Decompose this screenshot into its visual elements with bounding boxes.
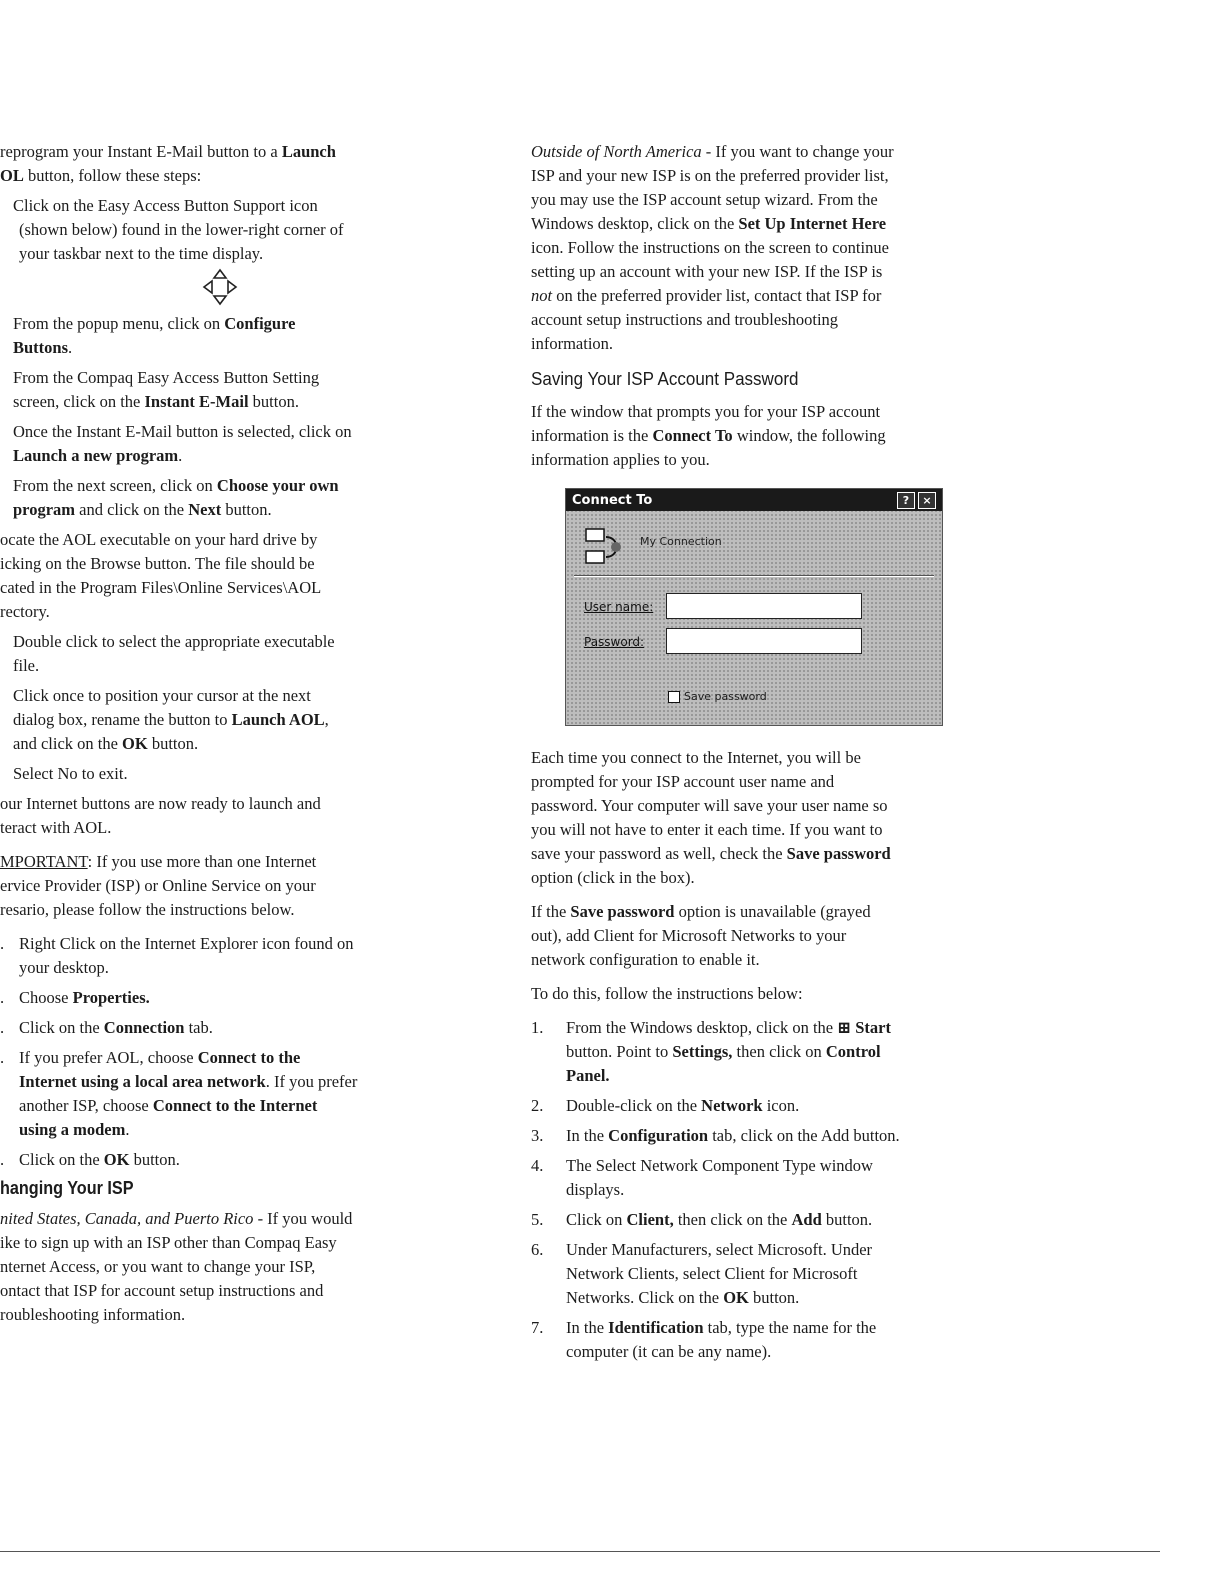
help-button[interactable]: ? [897, 492, 915, 509]
ready-paragraph: our Internet buttons are now ready to launch and teract with AOL. [0, 794, 321, 837]
heading-saving-password: Saving Your ISP Account Password [531, 368, 799, 389]
checkbox-box[interactable] [668, 691, 680, 703]
step-select-no: Select No to exit. [13, 764, 128, 783]
dialup-connection-icon [582, 523, 634, 575]
step-next: From the next screen, click on Choose your own program and click on the Next button. [13, 476, 339, 519]
windows-logo-icon: ⊞ [837, 1018, 852, 1037]
easy-access-support-icon [0, 266, 440, 312]
window-paragraph: If the window that prompts you for your ISP account information is the Connect To window, the following information applies to you. [531, 402, 886, 469]
list-item: . Right Click on the Internet Explorer icon found on your desktop. [0, 934, 354, 977]
user-name-label: User name: [584, 600, 654, 614]
list-item: 2. Double-click on the Network icon. [531, 1096, 800, 1115]
intro-line-2: OL button, follow these steps: [0, 166, 202, 185]
dialog-titlebar [566, 489, 942, 511]
list-item: . Click on the OK button. [0, 1150, 180, 1169]
connect-to-dialog [565, 488, 943, 726]
password-input[interactable] [666, 628, 862, 654]
locate-paragraph: ocate the AOL executable on your hard drive by icking on the Browse button. The file should be cated in the Program Files\Online Services\AOL rectory. [0, 530, 322, 621]
step-double: Double click to select the appropriate executable file. [13, 632, 335, 675]
heading-changing-isp: hanging Your ISP [0, 1178, 134, 1198]
list-item: 3. In the Configuration tab, click on the Add button. [531, 1126, 900, 1145]
list-item: 7. In the Identification tab, type the name for the computer (it can be any name). [531, 1318, 877, 1361]
list-item: . Click on the Connection tab. [0, 1018, 213, 1037]
page-bottom-rule [0, 1551, 1160, 1552]
password-label: Password: [584, 635, 645, 649]
dialog-title: Connect To [572, 492, 653, 508]
important-paragraph: MPORTANT: If you use more than one Internet ervice Provider (ISP) or Online Service on your resario, please follow the instructions below. [0, 852, 317, 919]
step-popup: From the popup menu, click on Configure Buttons. [13, 314, 296, 357]
list-item: . Choose Properties. [0, 988, 150, 1007]
list-item: . If you prefer AOL, choose Connect to the Internet using a local area network. If you prefer another ISP, choose Connect to the Internet using a modem. [0, 1048, 358, 1139]
intro-line-1: reprogram your Instant E-Mail button to a Launch [0, 142, 336, 161]
list-item: 4. The Select Network Component Type window displays. [531, 1156, 873, 1199]
list-item: 5. Click on Client, then click on the Add button. [531, 1210, 873, 1229]
list-item: 6. Under Manufacturers, select Microsoft. Under Network Clients, select Client for Microsoft Networks. Click on the OK button. [531, 1240, 873, 1307]
close-button[interactable]: × [918, 492, 936, 509]
each-time-paragraph: Each time you connect to the Internet, you will be prompted for your ISP account user name and password. Your computer will save your user name so you will not have to enter it each time. If you want to save your password as well, check the Save password option (click in the box). [531, 748, 891, 887]
step-support: Click on the Easy Access Button Support icon (shown below) found in the lower-right corner of your taskbar next to the time display. [13, 196, 344, 263]
left-column [0, 140, 440, 1327]
changing-paragraph: nited States, Canada, and Puerto Rico - If you would ike to sign up with an ISP other than Compaq Easy nternet Access, or you want to change your ISP, ontact that ISP for account setup instructions and roubleshooting information. [0, 1209, 353, 1324]
unavailable-paragraph: If the Save password option is unavailable (grayed out), add Client for Microsoft Networks to your network configuration to enable it. [531, 902, 871, 969]
list-item: 1. From the Windows desktop, click on the ⊞ Start button. Point to Settings, then click on Control Panel. [531, 1018, 891, 1085]
save-password-label: Save password [684, 690, 767, 703]
divider [574, 575, 934, 577]
connection-name: My Connection [640, 535, 722, 548]
user-name-input[interactable] [666, 593, 862, 619]
save-password-checkbox[interactable] [668, 690, 767, 703]
to-do-line: To do this, follow the instructions below: [531, 984, 803, 1003]
step-selected: Once the Instant E-Mail button is selected, click on Launch a new program. [13, 422, 352, 465]
step-click-once: Click once to position your cursor at the next dialog box, rename the button to Launch AOL, and click on the OK button. [13, 686, 329, 753]
right-column [531, 140, 991, 1364]
outside-paragraph: Outside of North America - If you want to change your ISP and your new ISP is on the preferred provider list, you may use the ISP account setup wizard. From the Windows desktop, click on the Set Up Internet Here icon. Follow the instructions on the screen to continue setting up an account with your new ISP. If the ISP is not on the preferred provider list, contact that ISP for account setup instructions and troubleshooting information. [531, 142, 894, 353]
step-setting: From the Compaq Easy Access Button Setting screen, click on the Instant E-Mail button. [13, 368, 320, 411]
